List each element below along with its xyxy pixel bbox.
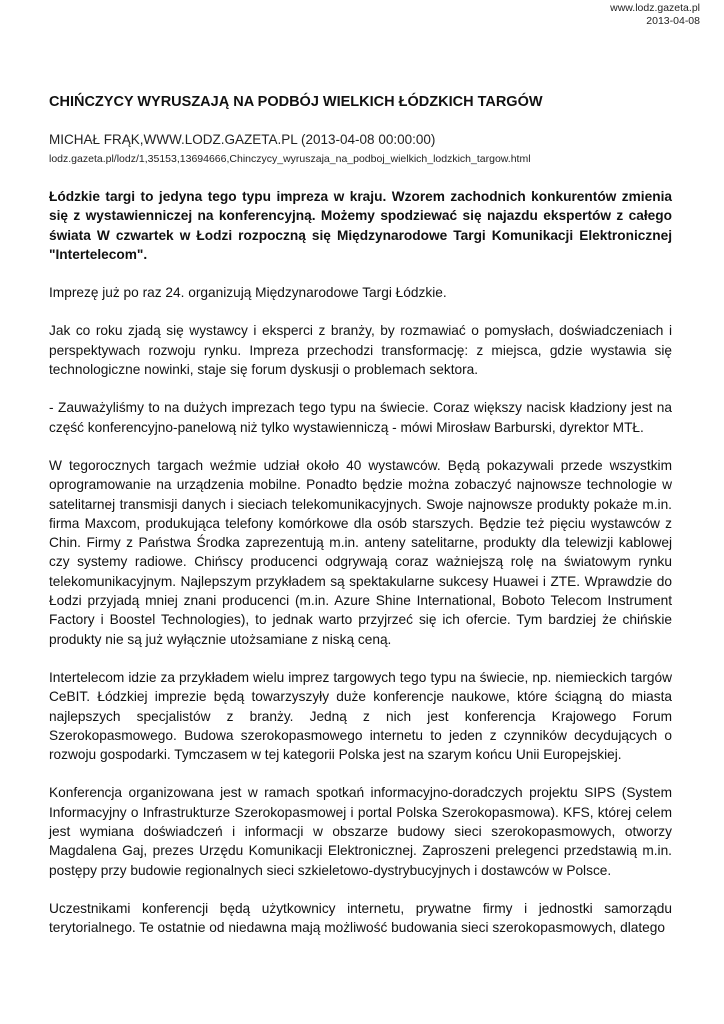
article-url: lodz.gazeta.pl/lodz/1,35153,13694666,Chinczycy_wyruszaja_na_podboj_wielkich_lodzkich_targow.html <box>49 153 531 165</box>
paragraph-4: W tegorocznych targach weźmie udział około 40 wystawców. Będą pokazywali przede wszystkim oprogramowanie na urządzenia mobilne. Ponadto będzie można zobaczyć najnowsze technologie w satelitarnej transmisji danych i sieciach telekomunikacyjnych. Swoje najnowsze produkty pokaże m.in. firma Maxcom, produkująca telefony komórkowe dla osób starszych. Będzie też pięciu wystawców z Chin. Firmy z Państwa Środka zaprezentują m.in. anteny satelitarne, produkty dla telewizji kablowej czy systemy radiowe. Chińscy producenci odgrywają coraz ważniejszą rolę na światowym rynku telekomunikacyjnym. Najlepszym przykładem są spektakularne sukcesy Huawei i ZTE. Wprawdzie do Łodzi przyjadą mniej znani producenci (m.in. Azure Shine International, Boboto Telecom Instrument Factory i Boostel Technologies), to jednak warto przyjrzeć się ich ofercie. Tym bardziej że chińskie produkty nie są już wyłącznie utożsamiane z niską ceną. <box>49 457 672 647</box>
paragraph-6: Konferencja organizowana jest w ramach spotkań informacyjno-doradczych projektu SIPS (System Informacyjny o Infrastrukturze Szerokopasmowej i portal Polska Szerokopasmowa). KFS, której celem jest wymiana doświadczeń i informacji w obszarze budowy sieci szerokopasmowych, otworzy Magdalena Gaj, prezes Urzędu Komunikacji Elektronicznej. Zaproszeni prelegenci przedstawią m.in. postępy przy budowie regionalnych sieci szkieletowo-dystrybucyjnych i dostawców w Polsce. <box>49 785 672 878</box>
paragraph-7: Uczestnikami konferencji będą użytkownicy internetu, prywatne firmy i jednostki samorządu terytorialnego. Te ostatnie od niedawna mają możliwość budowania sieci szerokopasmowych, dlatego <box>49 900 672 936</box>
paragraph-5: Intertelecom idzie za przykładem wielu imprez targowych tego typu na świecie, np. niemieckich targów CeBIT. Łódzkiej imprezie będą towarzyszyły duże konferencje naukowe, które ściągną do miasta najlepszych specjalistów z branży. Jedną z nich jest konferencja Krajowego Forum Szerokopasmowego. Budowa szerokopasmowego internetu to jeden z czynników decydujących o rozwoju gospodarki. Tymczasem w tej kategorii Polska jest na szarym końcu Unii Europejskiej. <box>49 669 672 763</box>
article <box>49 94 672 957</box>
paragraph-3: - Zauważyliśmy to na dużych imprezach tego typu na świecie. Coraz większy nacisk kładziony jest na część konferencyjno-panelową niż tylko wystawienniczą - mówi Mirosław Barburski, dyrektor MTŁ. <box>49 400 672 435</box>
paragraph-1: Imprezę już po raz 24. organizują Międzynarodowe Targi Łódzkie. <box>49 285 447 301</box>
document-header-meta <box>610 2 700 28</box>
article-byline: MICHAŁ FRĄK,WWW.LODZ.GAZETA.PL (2013-04-08 00:00:00) <box>49 132 436 147</box>
article-title: CHIŃCZYCY WYRUSZAJĄ NA PODBÓJ WIELKICH ŁÓDZKICH TARGÓW <box>49 94 543 110</box>
article-lead: Łódzkie targi to jedyna tego typu impreza w kraju. Wzorem zachodnich konkurentów zmienia się z wystawienniczej na konferencyjną. Możemy spodziewać się najazdu ekspertów z całego świata W czwartek w Łodzi rozpoczną się Międzynarodowe Targi Komunikacji Elektronicznej "Intertelecom". <box>49 189 672 262</box>
date-label: 2013-04-08 <box>646 15 700 27</box>
paragraph-2: Jak co roku zjadą się wystawcy i eksperci z branży, by rozmawiać o pomysłach, doświadczeniach i perspektywach rozwoju rynku. Impreza przechodzi transformację: z miejsca, gdzie wystawia się technologiczne nowinki, staje się forum dyskusji o problemach sektora. <box>49 323 672 378</box>
site-label: www.lodz.gazeta.pl <box>610 2 700 14</box>
